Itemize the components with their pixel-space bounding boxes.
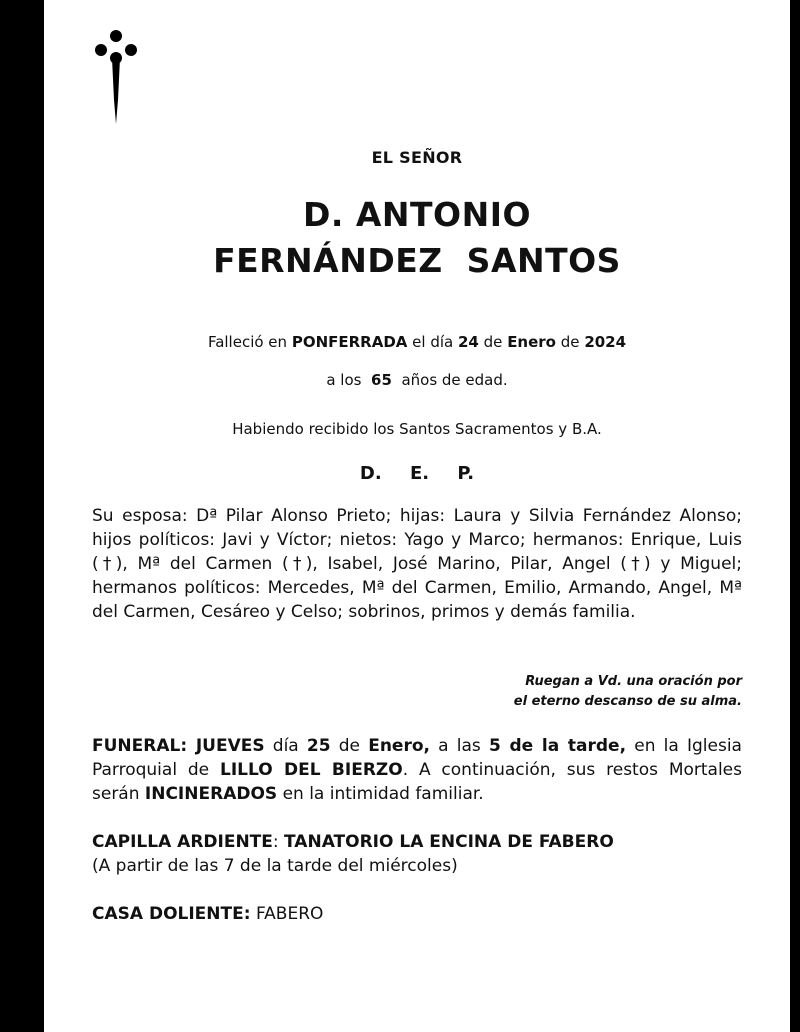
funeral-month: Enero, bbox=[368, 736, 430, 756]
title-el-senor: EL SEÑOR bbox=[371, 148, 463, 167]
funeral-info bbox=[92, 734, 742, 806]
funeral-church: LILLO DEL BIERZO bbox=[219, 760, 403, 780]
name-line-2: FERNÁNDEZ SANTOS bbox=[213, 241, 621, 280]
funeral-text-6: en la intimidad familiar. bbox=[282, 784, 484, 804]
prayer-request bbox=[392, 672, 742, 712]
death-info bbox=[44, 333, 790, 351]
left-black-border bbox=[0, 0, 44, 1032]
funeral-label: FUNERAL: JUEVES bbox=[92, 736, 265, 756]
chapel-info bbox=[92, 830, 742, 878]
age-value: 65 bbox=[371, 371, 392, 389]
cross-icon bbox=[92, 28, 140, 124]
family-list: Su esposa: Dª Pilar Alonso Prieto; hijas: Laura y Silvia Fernández Alonso; hijos políticos: Javi y Víctor; nietos: Yago y Marco; hermanos: Enrique, Luis (†), Mª del Carmen (†), Isabel, José Marino, Pilar, Angel (†) y Miguel; hermanos políticos: Mercedes, Mª del Carmen, Emilio, Armando, Angel, Mª del Carmen, Cesáreo y Celso; sobrinos, primos y demás familia. bbox=[92, 506, 742, 622]
dep-initials: D. E. P. bbox=[359, 463, 475, 484]
prayer-line-2: el eterno descanso de su alma. bbox=[513, 694, 742, 709]
deceased-name bbox=[44, 192, 790, 284]
house-value: FABERO bbox=[255, 904, 324, 924]
right-black-border bbox=[790, 0, 800, 1032]
mourning-house bbox=[92, 902, 742, 926]
funeral-day: 25 bbox=[306, 736, 331, 756]
funeral-text-1: día bbox=[272, 736, 299, 756]
funeral-time: 5 de la tarde, bbox=[488, 736, 627, 756]
house-label: CASA DOLIENTE: bbox=[92, 904, 251, 924]
funeral-text-3: a las bbox=[438, 736, 481, 756]
sacraments-text: Habiendo recibido los Santos Sacramentos y B.A. bbox=[232, 420, 602, 438]
death-year: 2024 bbox=[584, 333, 627, 351]
name-line-1: D. ANTONIO bbox=[302, 195, 532, 234]
death-de-2: de bbox=[560, 333, 580, 351]
death-prefix: Falleció en bbox=[207, 333, 288, 351]
prayer-line-1: Ruegan a Vd. una oración por bbox=[525, 674, 742, 689]
funeral-cremation: INCINERADOS bbox=[144, 784, 278, 804]
death-month: Enero bbox=[507, 333, 556, 351]
age-suffix: años de edad. bbox=[401, 371, 508, 389]
chapel-note: (A partir de las 7 de la tarde del miércoles) bbox=[92, 856, 458, 876]
death-place: PONFERRADA bbox=[291, 333, 408, 351]
death-day: 24 bbox=[458, 333, 479, 351]
age-prefix: a los bbox=[326, 371, 362, 389]
funeral-text-5: . A continuación, sus restos Mortales serán bbox=[92, 760, 743, 804]
death-de-1: de bbox=[483, 333, 503, 351]
chapel-label: CAPILLA ARDIENTE bbox=[92, 832, 273, 852]
chapel-value: TANATORIO LA ENCINA DE FABERO bbox=[284, 832, 614, 852]
chapel-colon: : bbox=[272, 832, 279, 852]
funeral-text-4: en la Iglesia Parroquial de bbox=[92, 736, 742, 780]
death-day-text: el día bbox=[412, 333, 454, 351]
age-info bbox=[44, 371, 790, 389]
funeral-text-2: de bbox=[338, 736, 361, 756]
